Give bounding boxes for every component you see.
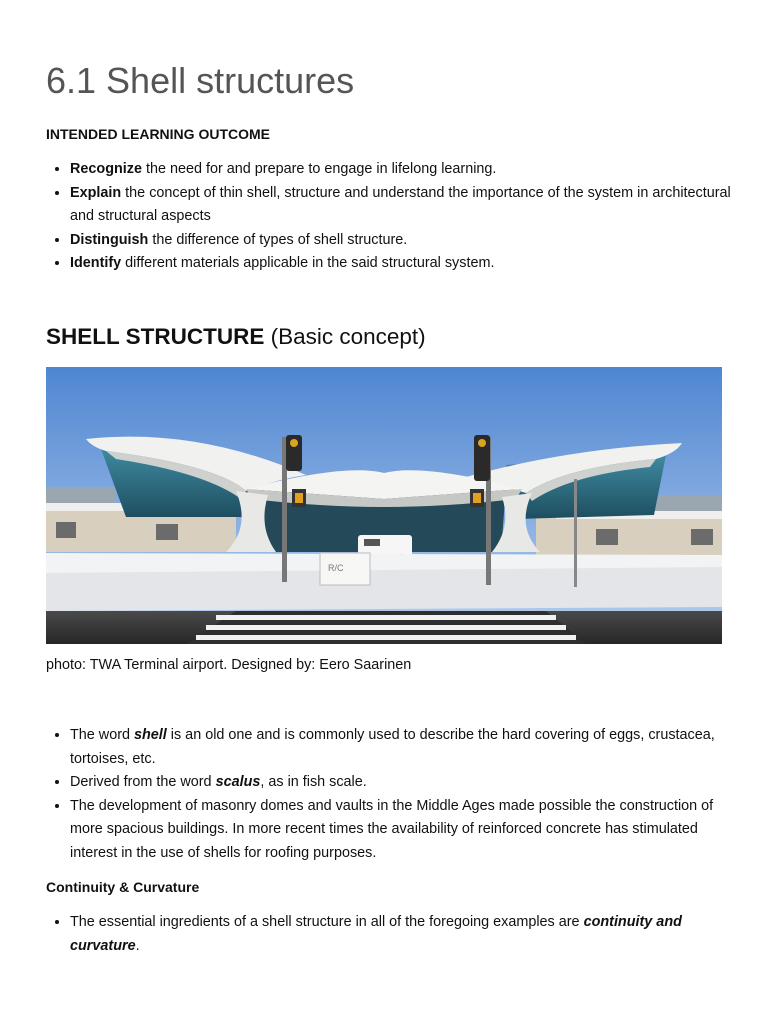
list-item: • The word shell is an old one and is commonly used to describe the hard covering of eggs, crustacea, tortoises, etc. [70, 724, 746, 771]
continuity-list [46, 911, 746, 958]
continuity-heading: Continuity & Curvature [46, 879, 200, 895]
photo-caption: photo: TWA Terminal airport. Designed by: Eero Saarinen [46, 657, 412, 673]
list-item: • Explain the concept of thin shell, structure and understand the importance of the system in architectural and structural aspects [70, 182, 746, 229]
list-item: • Distinguish the difference of types of shell structure. [70, 229, 746, 253]
list-item: • The development of masonry domes and vaults in the Middle Ages made possible the construction of more spacious buildings. In more recent times the availability of reinforced concrete has stimulated interest in the use of shells for roofing purposes. [70, 795, 746, 866]
twa-terminal-photo [46, 367, 722, 644]
learning-outcomes-list [46, 158, 746, 276]
list-item: • Recognize the need for and prepare to engage in lifelong learning. [70, 158, 746, 182]
sign-text: R/C [328, 563, 344, 573]
outcome-heading: INTENDED LEARNING OUTCOME [46, 126, 270, 142]
list-item: • Identify different materials applicable in the said structural system. [70, 252, 746, 276]
section-heading: SHELL STRUCTURE (Basic concept) [46, 324, 426, 349]
list-item: • The essential ingredients of a shell structure in all of the foregoing examples are continuity and curvature. [70, 911, 746, 958]
page-title: 6.1 Shell structures [46, 60, 355, 101]
list-item: • Derived from the word scalus, as in fish scale. [70, 771, 746, 795]
shell-concept-list [46, 724, 746, 865]
